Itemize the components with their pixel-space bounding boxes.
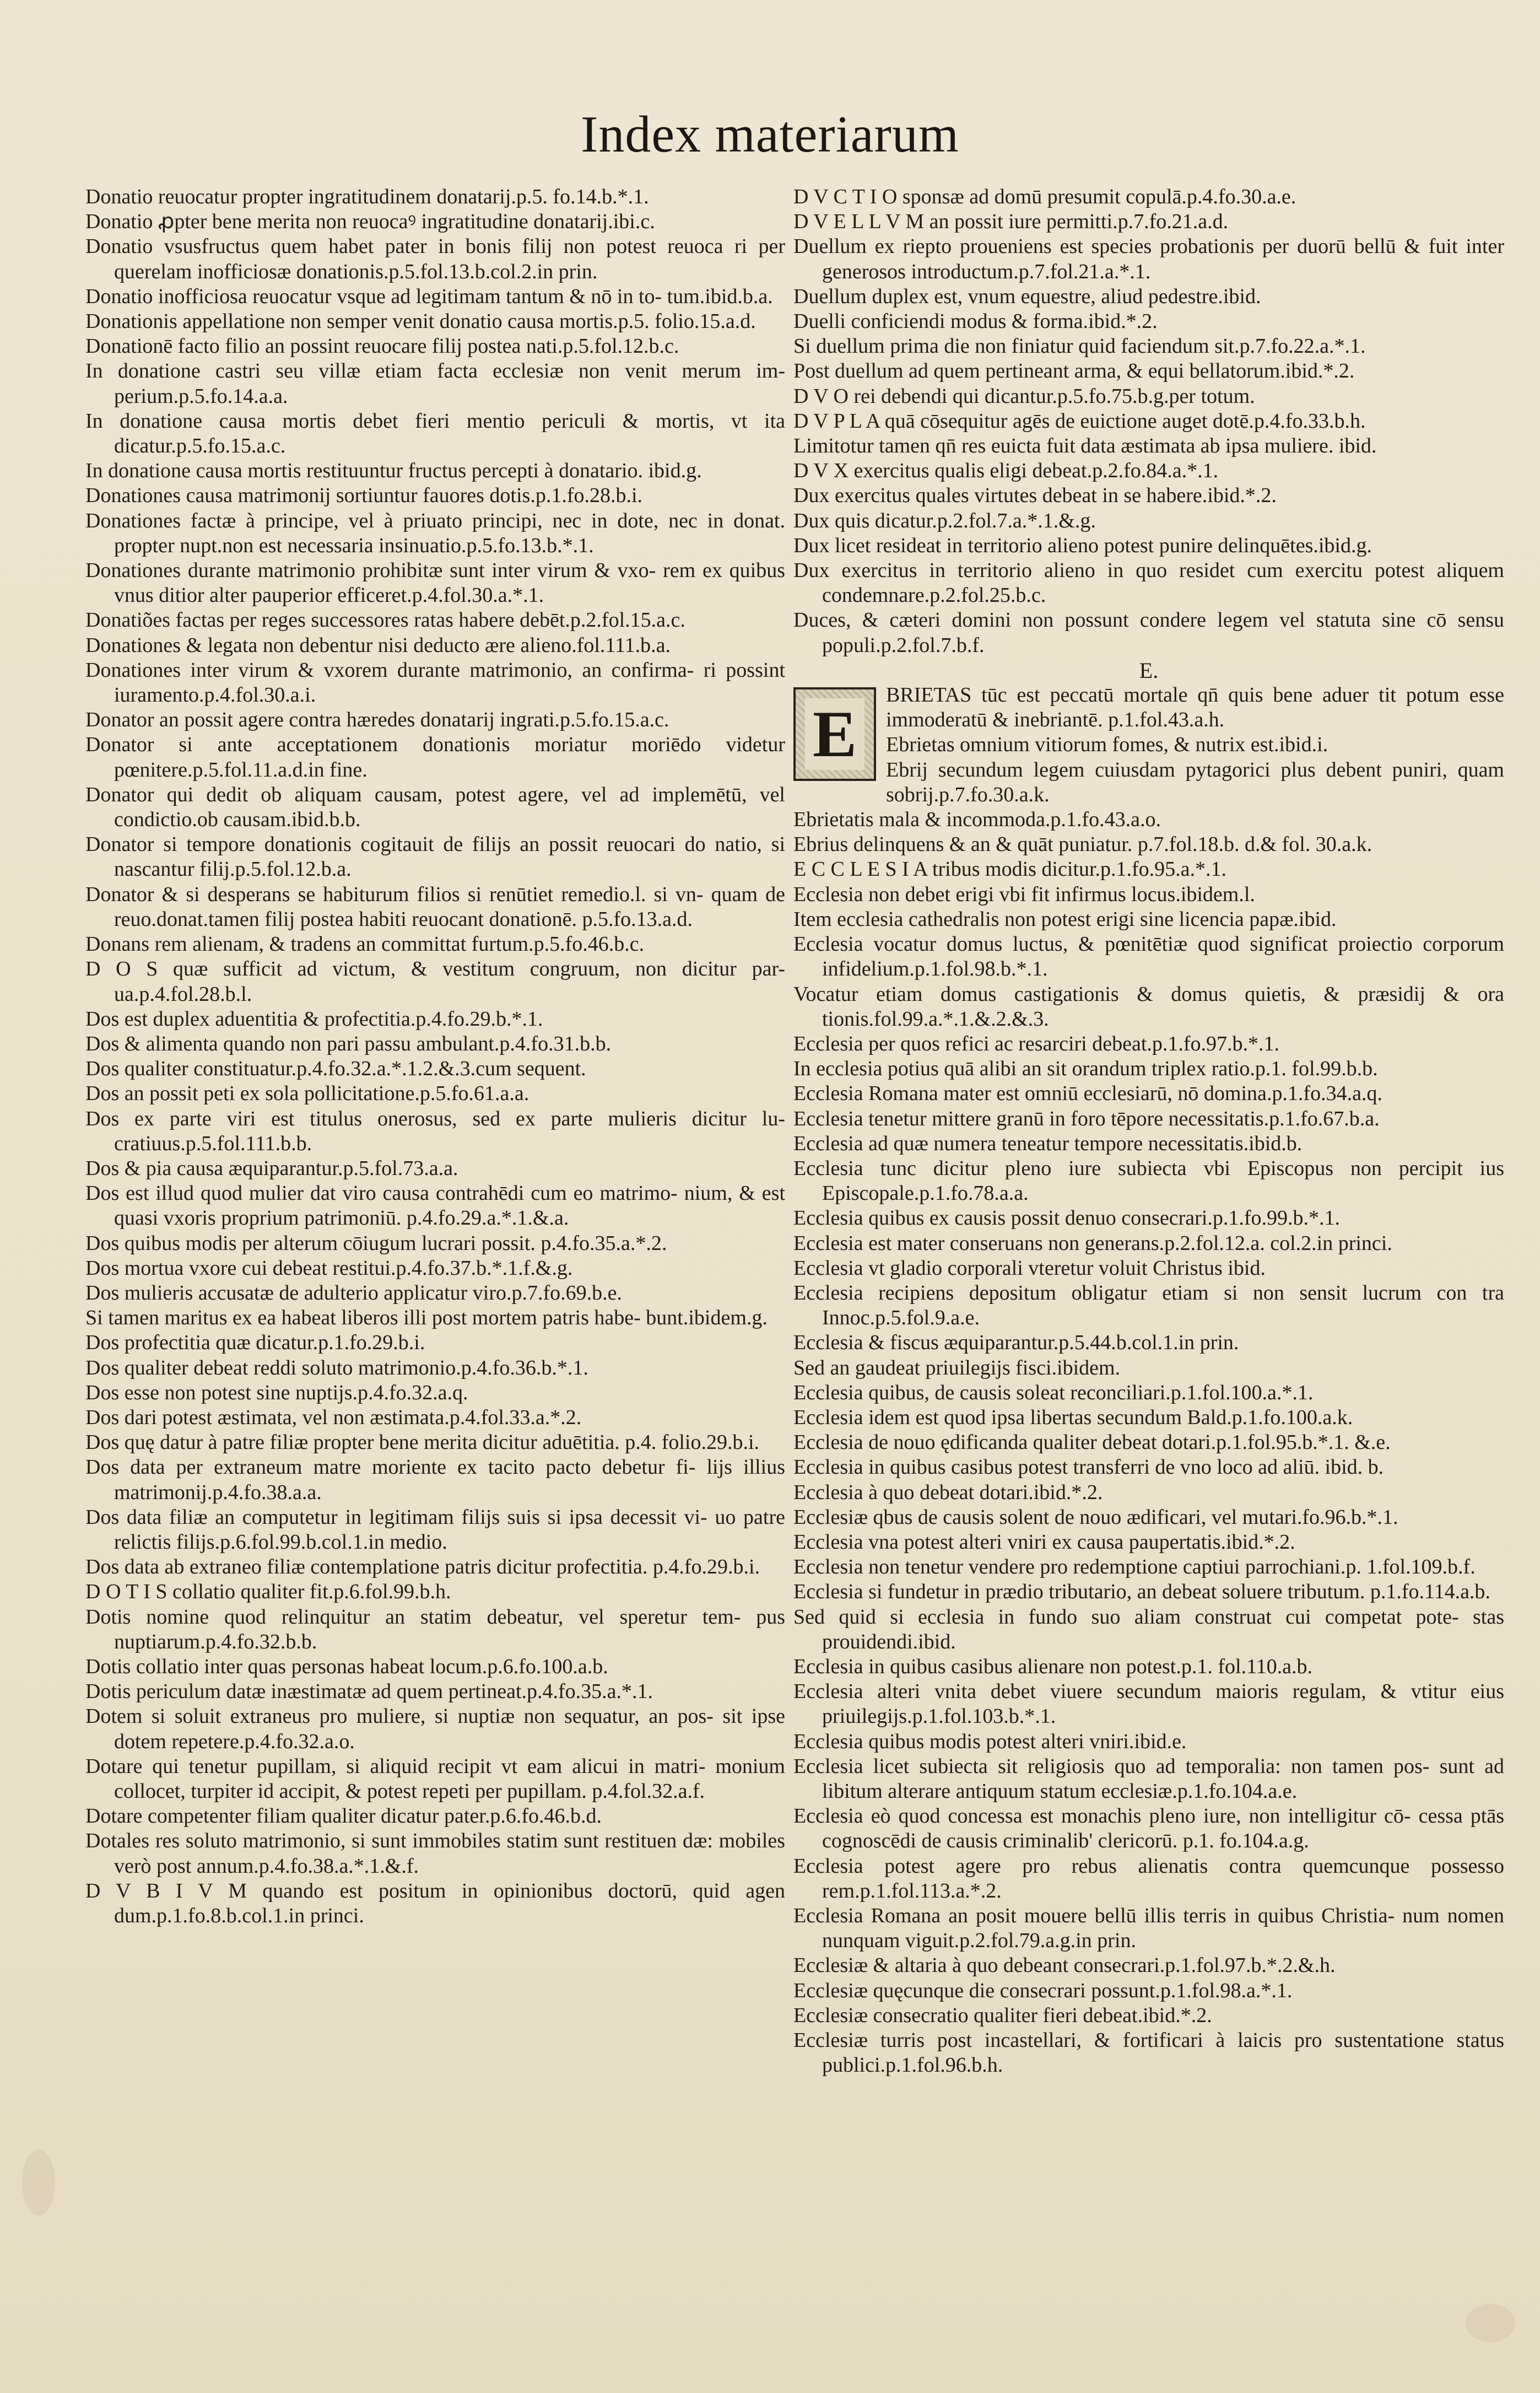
index-entry: Dos an possit peti ex sola pollicitatione.p.5.fo.61.a.a. xyxy=(85,1082,529,1106)
paper-stain xyxy=(22,2149,55,2216)
index-entry: In donatione castri seu villæ etiam facta ecclesiæ non venit merum im- perium.p.5.fo.14.a.a. xyxy=(85,359,785,408)
index-entry: Ebrij secundum legem cuiusdam pytagorici plus debent puniri, quam sobrij.p.7.fo.30.a.k. xyxy=(886,758,1504,806)
index-entry: D O T I S collatio qualiter fit.p.6.fol.99.b.h. xyxy=(85,1580,451,1604)
index-entry: Ecclesia vt gladio corporali vteretur voluit Christus ibid. xyxy=(793,1256,1266,1280)
decorated-initial xyxy=(793,687,876,781)
index-entry: Donationes causa matrimonij sortiuntur fauores dotis.p.1.fo.28.b.i. xyxy=(85,484,643,508)
index-entry: In donatione causa mortis debet fieri mentio periculi & mortis, vt ita dicatur.p.5.fo.15.a.c. xyxy=(85,409,785,458)
index-entry: Donator an possit agere contra hæredes donatarij ingrati.p.5.fo.15.a.c. xyxy=(85,708,669,732)
index-entry: Ecclesia quibus ex causis possit denuo consecrari.p.1.fo.99.b.*.1. xyxy=(793,1206,1340,1230)
index-entry: Donator si tempore donationis cogitauit de filijs an possit reuocari do natio, si nascantur filij.p.5.fol.12.b.a. xyxy=(85,833,785,881)
index-entry: D V P L A quā cōsequitur agēs de euictione auget dotē.p.4.fo.33.b.h. xyxy=(793,409,1366,433)
index-entry: Dos data per extraneum matre moriente ex tacito pacto debetur fi- lijs illius matrimonij.p.4.fo.38.a.a. xyxy=(85,1456,785,1504)
index-entry: Ecclesiæ quęcunque die consecrari possunt.p.1.fol.98.a.*.1. xyxy=(793,1979,1293,2002)
index-entry: Ecclesia tenetur mittere granū in foro tēpore necessitatis.p.1.fo.67.b.a. xyxy=(793,1107,1380,1130)
index-entry: Ecclesia quibus modis potest alteri vniri.ibid.e. xyxy=(793,1729,1187,1753)
index-entry: Ecclesia per quos refici ac resarciri debeat.p.1.fo.97.b.*.1. xyxy=(793,1032,1280,1055)
index-entry: Ecclesia vna potest alteri vniri ex causa paupertatis.ibid.*.2. xyxy=(793,1530,1295,1554)
index-entry: Dos quibus modis per alterum cōiugum lucrari possit. p.4.fo.35.a.*.2. xyxy=(85,1231,667,1255)
index-entry: Dos dari potest æstimata, vel non æstimata.p.4.fol.33.a.*.2. xyxy=(85,1405,582,1429)
index-entry: Ebrietas omnium vitiorum fomes, & nutrix est.ibid.i. xyxy=(886,733,1328,757)
drop-initial-block xyxy=(793,683,1504,807)
index-entry: Ecclesia ad quæ numera teneatur tempore necessitatis.ibid.b. xyxy=(793,1131,1303,1155)
index-entry: Duellum duplex est, vnum equestre, aliud pedestre.ibid. xyxy=(793,284,1261,308)
index-entry: Dos mulieris accusatæ de adulterio applicatur viro.p.7.fo.69.b.e. xyxy=(85,1281,623,1305)
index-entry: BRIETAS tūc est peccatū mortale qn̄ quis bene aduer tit potum esse immoderatū & inebriantē. p.1.fol.43.a.h. xyxy=(886,683,1504,732)
index-entry: Vocatur etiam domus castigationis & domus quietis, & præsidij & ora tionis.fol.99.a.*.1.&.2.&.3. xyxy=(793,982,1504,1031)
index-entry: Donationis appellatione non semper venit donatio causa mortis.p.5. folio.15.a.d. xyxy=(85,310,756,333)
index-entry: Donatio ꝓpter bene merita non reuocaꝰ ingratitudine donatarij.ibi.c. xyxy=(85,210,655,234)
index-entry: Ecclesia in quibus casibus potest transferri de vno loco ad aliū. ibid. b. xyxy=(793,1456,1384,1479)
index-entry: Ecclesia Romana an posit mouere bellū illis terris in quibus Christia- num nomen nunquam viguit.p.2.fol.79.a.g.in prin. xyxy=(793,1904,1504,1953)
left-column xyxy=(85,185,785,1928)
index-entry: Ecclesia licet subiecta sit religiosis quo ad temporalia: non tamen pos- sunt ad libitum alterare antiquum statum ecclesiæ.p.1.fo.104.a.e. xyxy=(793,1754,1504,1803)
right-column-top-entries xyxy=(793,185,1504,658)
index-entry: Ecclesia recipiens depositum obligatur etiam si non sensit lucrum con tra Innoc.p.5.fol.9.a.e. xyxy=(793,1281,1504,1330)
paper-stain xyxy=(1466,2304,1515,2342)
index-entry: Dotales res soluto matrimonio, si sunt immobiles statim sunt restituen dæ: mobiles verò post annum.p.4.fo.38.a.*.1.&.f. xyxy=(85,1829,785,1878)
index-entry: Dux licet resideat in territorio alieno potest punire delinquētes.ibid.g. xyxy=(793,533,1372,557)
index-entry: Duellum ex riepto proueniens est species probationis per duorū bellū & fuit inter generosos introductum.p.7.fol.21.a.*.1. xyxy=(793,235,1504,283)
index-entry: Dos & alimenta quando non pari passu ambulant.p.4.fo.31.b.b. xyxy=(85,1032,612,1055)
index-entry: Dos data filiæ an computetur in legitimam filijs suis si ipsa decessit vi- uo patre relictis filijs.p.6.fol.99.b.col.1.in medio. xyxy=(85,1505,785,1554)
index-entry: Dux quis dicatur.p.2.fol.7.a.*.1.&.g. xyxy=(793,509,1096,532)
index-entry: Dotem si soluit extraneus pro muliere, si nuptiæ non sequatur, an pos- sit ipse dotem repetere.p.4.fo.32.a.o. xyxy=(85,1705,785,1753)
index-entry: Item ecclesia cathedralis non potest erigi sine licencia papæ.ibid. xyxy=(793,907,1337,931)
index-entry: Donans rem alienam, & tradens an committat furtum.p.5.fo.46.b.c. xyxy=(85,933,645,956)
index-entry: D O S quæ sufficit ad victum, & vestitum congruum, non dicitur par- ua.p.4.fol.28.b.l. xyxy=(85,957,785,1006)
index-entry: Donatiões factas per reges successores ratas habere debēt.p.2.fol.15.a.c. xyxy=(85,608,685,632)
index-entry: D V B I V M quando est positum in opinionibus doctorū, quid agen dum.p.1.fo.8.b.col.1.in princi. xyxy=(85,1879,785,1928)
index-entry: Ecclesia quibus, de causis soleat reconciliari.p.1.fol.100.a.*.1. xyxy=(793,1381,1314,1404)
index-entry: Ebrius delinquens & an & quāt puniatur. p.7.fol.18.b. d.& fol. 30.a.k. xyxy=(793,833,1373,856)
index-entry: Dos ex parte viri est titulus onerosus, sed ex parte mulieris dicitur lu- cratiuus.p.5.fol.111.b.b. xyxy=(85,1107,785,1155)
index-entry: Donationes & legata non debentur nisi deducto ære alieno.fol.111.b.a. xyxy=(85,633,671,657)
index-entry: Si tamen maritus ex ea habeat liberos illi post mortem patris habe- bunt.ibidem.g. xyxy=(85,1306,768,1330)
index-entry: Duces, & cæteri domini non possunt condere legem vel statuta sine cō sensu populi.p.2.fol.7.b.f. xyxy=(793,608,1504,657)
index-entry: Donator & si desperans se habiturum filios si renūtiet remedio.l. si vn- quam de reuo.donat.tamen filij postea habiti reuocant donationē. p.5.fo.13.a.d. xyxy=(85,882,785,931)
index-entry: Dos quę datur à patre filiæ propter bene merita dicitur aduētitia. p.4. folio.29.b.i. xyxy=(85,1431,760,1454)
page-title: Index materiarum xyxy=(581,106,959,163)
right-column-bottom-entries xyxy=(793,807,1504,2078)
index-entry: Dos qualiter constituatur.p.4.fo.32.a.*.1.2.&.3.cum sequent. xyxy=(85,1057,586,1081)
index-entry: Ecclesiæ consecratio qualiter fieri debeat.ibid.*.2. xyxy=(793,2003,1212,2027)
index-entry: Ecclesia in quibus casibus alienare non potest.p.1. fol.110.a.b. xyxy=(793,1654,1313,1678)
index-entry: Ecclesia non debet erigi vbi fit infirmus locus.ibidem.l. xyxy=(793,882,1255,906)
index-entry: Ecclesia si fundetur in prædio tributario, an debeat soluere tributum. p.1.fo.114.a.b. xyxy=(793,1580,1490,1604)
index-entry: Dux exercitus in territorio alieno in quo residet cum exercitu potest aliquem condemnare.p.2.fol.25.b.c. xyxy=(793,559,1504,607)
index-entry: In ecclesia potius quā alibi an sit orandum triplex ratio.p.1. fol.99.b.b. xyxy=(793,1057,1378,1081)
index-entry: Dotis periculum datæ inæstimatæ ad quem pertineat.p.4.fo.35.a.*.1. xyxy=(85,1680,653,1704)
index-entry: Ecclesia tunc dicitur pleno iure subiecta vbi Episcopus non percipit ius Episcopale.p.1.fo.78.a.a. xyxy=(793,1156,1504,1205)
decorated-initial-letter: E xyxy=(805,698,864,770)
index-entry: Ecclesiæ turris post incastellari, & fortificari à laicis pro sustentatione status publici.p.1.fol.96.b.h. xyxy=(793,2029,1504,2077)
index-entry: Dotare qui tenetur pupillam, si aliquid recipit vt eam alicui in matri- monium collocet, turpiter id accipit, & potest repeti per pupillam. p.4.fol.32.a.f. xyxy=(85,1754,785,1803)
index-entry: Dos est duplex aduentitia & profectitia.p.4.fo.29.b.*.1. xyxy=(85,1007,543,1031)
index-entry: Ecclesia à quo debeat dotari.ibid.*.2. xyxy=(793,1480,1103,1504)
index-entry: Ecclesia alteri vnita debet viuere secundum maioris regulam, & vtitur eius priuilegijs.p.1.fol.103.b.*.1. xyxy=(793,1680,1504,1728)
letter-heading: E. xyxy=(1139,657,1159,683)
right-column xyxy=(793,185,1504,2078)
index-entry: Ecclesia de nouo ędificanda qualiter debeat dotari.p.1.fol.95.b.*.1. &.e. xyxy=(793,1431,1391,1454)
index-entry: Dotis nomine quod relinquitur an statim debeatur, vel speretur tem- pus nuptiarum.p.4.fo.32.b.b. xyxy=(85,1605,785,1653)
index-entry: Donationes factæ à principe, vel à priuato principi, nec in dote, nec in donat. propter nupt.non est necessaria insinuatio.p.5.fo.13.b.*.1. xyxy=(85,509,785,557)
index-entry: Ecclesia potest agere pro rebus alienatis contra quemcunque possesso rem.p.1.fol.113.a.*.2. xyxy=(793,1854,1504,1902)
index-entry: Ecclesia Romana mater est omniū ecclesiarū, nō domina.p.1.fo.34.a.q. xyxy=(793,1082,1382,1106)
index-entry: Donationes durante matrimonio prohibitæ sunt inter virum & vxo- rem ex quibus vnus ditior alter pauperior efficeret.p.4.fol.30.a.*.1. xyxy=(85,559,785,607)
index-entry: Ecclesia non tenetur vendere pro redemptione captiui parrochiani.p. 1.fol.109.b.f. xyxy=(793,1555,1476,1579)
index-entry: Dos qualiter debeat reddi soluto matrimonio.p.4.fo.36.b.*.1. xyxy=(85,1356,588,1379)
index-entry: Sed quid si ecclesia in fundo suo aliam construat cui competat pote- stas prouidendi.ibid. xyxy=(793,1605,1504,1653)
drop-initial-entries xyxy=(793,683,1504,807)
index-entry: Donator si ante acceptationem donationis moriatur moriēdo videtur pœnitere.p.5.fol.11.a.d.in fine. xyxy=(85,733,785,782)
index-entry: In donatione causa mortis restituuntur fructus percepti à donatario. ibid.g. xyxy=(85,459,702,483)
index-entry: Post duellum ad quem pertineant arma, & equi bellatorum.ibid.*.2. xyxy=(793,359,1355,383)
index-entry: Dos profectitia quæ dicatur.p.1.fo.29.b.i. xyxy=(85,1331,425,1355)
index-entry: Donator qui dedit ob aliquam causam, potest agere, vel ad implemētū, vel condictio.ob causam.ibid.b.b. xyxy=(85,783,785,832)
index-entry: Ecclesiæ & altaria à quo debeant consecrari.p.1.fol.97.b.*.2.&.h. xyxy=(793,1954,1336,1977)
index-entry: Ecclesia vocatur domus luctus, & pœnitētiæ quod significat proiectio corporum infidelium.p.1.fol.98.b.*.1. xyxy=(793,933,1504,981)
index-entry: E C C L E S I A tribus modis dicitur.p.1.fo.95.a.*.1. xyxy=(793,858,1227,881)
index-entry: Dotis collatio inter quas personas habeat locum.p.6.fo.100.a.b. xyxy=(85,1654,608,1678)
index-entry: Dotare competenter filiam qualiter dicatur pater.p.6.fo.46.b.d. xyxy=(85,1804,602,1828)
index-entry: D V E L L V M an possit iure permitti.p.7.fo.21.a.d. xyxy=(793,210,1229,234)
index-entry: D V O rei debendi qui dicantur.p.5.fo.75.b.g.per totum. xyxy=(793,384,1255,408)
index-entry: Donationē facto filio an possint reuocare filij postea nati.p.5.fol.12.b.c. xyxy=(85,335,679,358)
index-entry: Dux exercitus quales virtutes debeat in se habere.ibid.*.2. xyxy=(793,484,1277,508)
index-entry: Dos mortua vxore cui debeat restitui.p.4.fo.37.b.*.1.f.&.g. xyxy=(85,1256,573,1280)
index-entry: Dos data ab extraneo filiæ contemplatione patris dicitur profectitia. p.4.fo.29.b.i. xyxy=(85,1555,760,1579)
index-entry: Ecclesia eò quod concessa est monachis pleno iure, non intelligitur cō- cessa ptās cognoscēdi de causis criminalib' clericorū. p.1. fo.104.a.g. xyxy=(793,1804,1504,1853)
index-entry: Dos & pia causa æquiparantur.p.5.fol.73.a.a. xyxy=(85,1156,458,1180)
index-entry: Donatio reuocatur propter ingratitudinem donatarij.p.5. fo.14.b.*.1. xyxy=(85,185,649,208)
index-entry: Ecclesiæ qbus de causis solent de nouo ædificari, vel mutari.fo.96.b.*.1. xyxy=(793,1505,1398,1529)
index-entry: Duelli conficiendi modus & forma.ibid.*.2. xyxy=(793,310,1158,333)
index-entry: Limitotur tamen qn̄ res euicta fuit data æstimata ab ipsa muliere. ibid. xyxy=(793,434,1377,458)
index-entry: Donatio vsusfructus quem habet pater in bonis filij non potest reuoca ri per querelam inofficiosæ donationis.p.5.fol.13.b.col.2.in prin. xyxy=(85,235,785,283)
index-entry: Donationes inter virum & vxorem durante matrimonio, an confirma- ri possint iuramento.p.4.fol.30.a.i. xyxy=(85,658,785,707)
index-entry: Si duellum prima die non finiatur quid faciendum sit.p.7.fo.22.a.*.1. xyxy=(793,335,1366,358)
index-entry: Dos est illud quod mulier dat viro causa contrahēdi cum eo matrimo- nium, & est quasi vxoris proprium patrimoniū. p.4.fo.29.a.*.1.&.a. xyxy=(85,1182,785,1230)
index-entry: Donatio inofficiosa reuocatur vsque ad legitimam tantum & nō in to- tum.ibid.b.a. xyxy=(85,284,773,308)
index-entry: D V X exercitus qualis eligi debeat.p.2.fo.84.a.*.1. xyxy=(793,459,1219,483)
index-entry: D V C T I O sponsæ ad domū presumit copulā.p.4.fo.30.a.e. xyxy=(793,185,1296,208)
index-entry: Ecclesia & fiscus æquiparantur.p.5.44.b.col.1.in prin. xyxy=(793,1331,1239,1355)
index-entry: Ecclesia idem est quod ipsa libertas secundum Bald.p.1.fo.100.a.k. xyxy=(793,1405,1353,1429)
index-entry: Sed an gaudeat priuilegijs fisci.ibidem. xyxy=(793,1356,1121,1379)
index-entry: Dos esse non potest sine nuptijs.p.4.fo.32.a.q. xyxy=(85,1381,468,1404)
index-entry: Ecclesia est mater conseruans non generans.p.2.fol.12.a. col.2.in princi. xyxy=(793,1231,1392,1255)
index-entry: Ebrietatis mala & incommoda.p.1.fo.43.a.o. xyxy=(793,808,1161,832)
